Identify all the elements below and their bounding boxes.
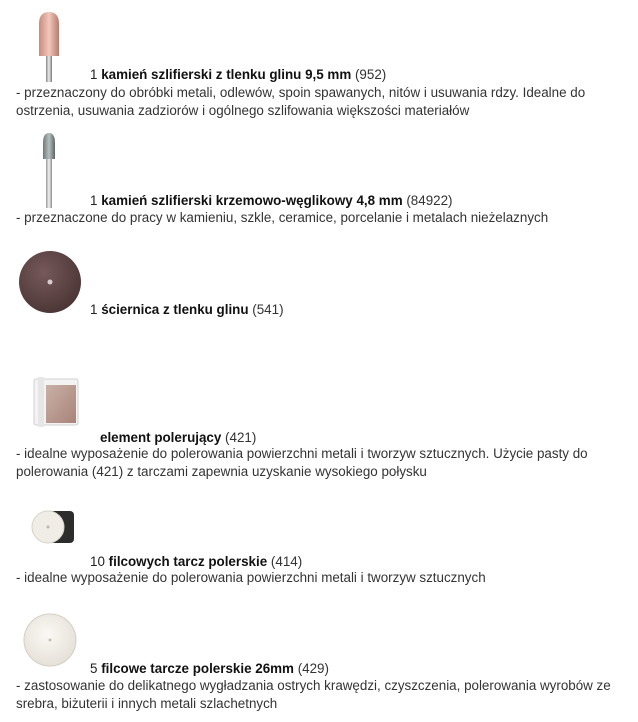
cutting-wheel-icon [18, 250, 82, 314]
product-title: 1 kamień szlifierski z tlenku glinu 9,5 mm (952) [90, 67, 387, 82]
aluminium-oxide-grinding-stone-icon [34, 12, 64, 82]
polishing-compound-icon [32, 375, 82, 427]
product-title: 10 filcowych tarcz polerskie (414) [90, 554, 303, 569]
product-title: 5 filcowe tarcze polerskie 26mm (429) [90, 661, 329, 676]
product-description: - zastosowanie do delikatnego wygładzania ostrych krawędzi, czyszczenia, polerowania wyrobów ze srebra, biżuterii i innych metali szlachetnych [16, 678, 611, 711]
product-description: - przeznaczony do obróbki metali, odlewów, spoin spawanych, nitów i usuwania rdzy. Idealne do ostrzenia, usuwania zadziorów i ogólnego szlifowania większości materiałów [16, 85, 586, 118]
silicon-carbide-grinding-stone-icon [36, 133, 62, 208]
product-title: element polerujący (421) [100, 430, 257, 445]
product-title: 1 ściernica z tlenku glinu (541) [90, 302, 284, 317]
product-description: - idealne wyposażenie do polerowania powierzchni metali i tworzyw sztucznych [16, 570, 486, 585]
product-description: - przeznaczone do pracy w kamieniu, szkle, ceramice, porcelanie i metalach nieżelaznych [16, 210, 549, 225]
felt-polishing-pads-icon [28, 509, 78, 545]
felt-polishing-wheel-icon [22, 612, 78, 668]
product-title: 1 kamień szlifierski krzemowo-węglikowy 4,8 mm (84922) [90, 193, 453, 208]
product-description: - idealne wyposażenie do polerowania powierzchni metali i tworzyw sztucznych. Użycie pasty do polerowania (421) z tarczami zapewnia uzyskanie wysokiego połysku [16, 446, 588, 479]
